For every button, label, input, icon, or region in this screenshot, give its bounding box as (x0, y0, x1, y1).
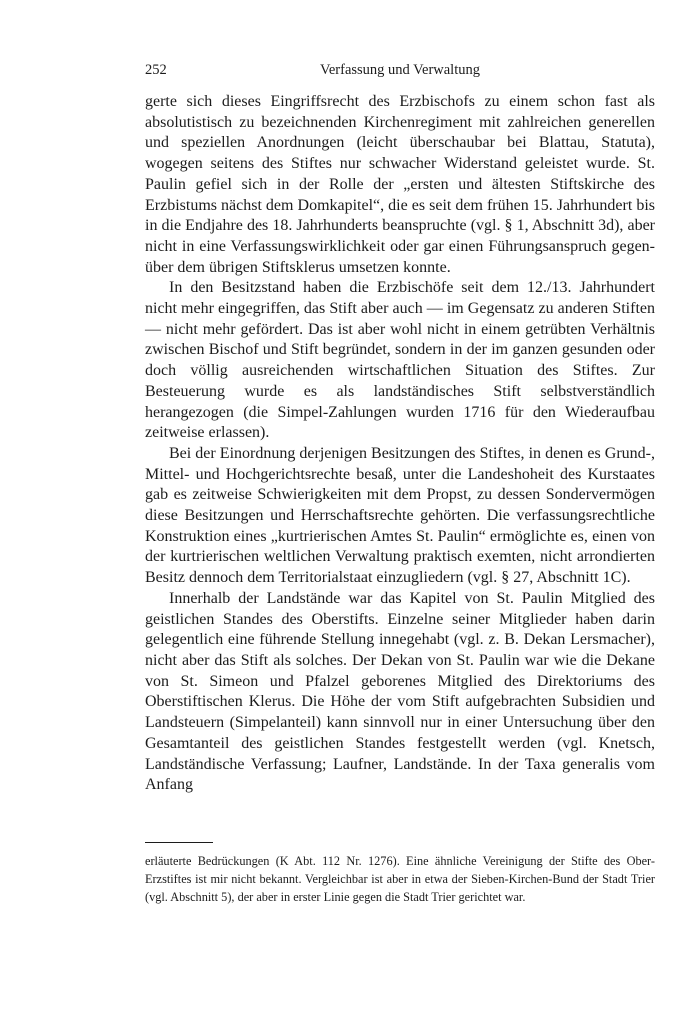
footnote-text: erläuterte Bedrückungen (K Abt. 112 Nr. 1276). Eine ähnliche Vereinigung der Stifte des Ober-Erzstiftes ist mir nicht bekannt. Vergleichbar ist aber in etwa der Sieben-Kirchen-Bund der Stadt Trier (vgl. Abschnitt 5), der aber in erster Linie gegen die Stadt Trier gerichtet war. (145, 854, 655, 905)
paragraph-1: gerte sich dieses Eingriffsrecht des Erzbischofs zu einem schon fast als absolutistisch zu bezeichnenden Kirchenregiment mit zahlreichen generellen und speziellen Anordnungen (leicht überschaubar bei Blattau, Statuta), wogegen seitens des Stiftes nur schwacher Widerstand geleistet wurde. St. Paulin gefiel sich in der Rolle der „ersten und ältesten Stiftskirche des Erzbistums nächst dem Domkapitel“, die es seit dem frühen 15. Jahrhundert bis in die Endjahre des 18. Jahrhunderts beanspruchte (vgl. § 1, Abschnitt 3d), aber nicht in eine Verfassungswirklichkeit oder gar einen Führungsanspruch gegenüber dem übrigen Stiftsklerus umsetzen konnte. (145, 93, 655, 276)
paragraph-2: In den Besitzstand haben die Erzbischöfe seit dem 12./13. Jahrhundert nicht mehr eingegriffen, das Stift aber auch — im Gegensatz zu anderen Stiften — nicht mehr gefördert. Das ist aber wohl nicht in einem getrübten Verhältnis zwischen Bischof und Stift begründet, sondern in der im ganzen gesunden oder doch völlig ausreichenden wirtschaftlichen Situation des Stiftes. Zur Besteuerung wurde es als landständisches Stift selbstverständlich herangezogen (die Simpel-Zahlungen wurden 1716 für den Wiederaufbau zeitweise erlassen). (145, 279, 655, 442)
page-number: 252 (145, 62, 167, 78)
page-header (145, 62, 655, 82)
footnotes (145, 852, 655, 906)
running-title: Verfassung und Verwaltung (319, 62, 480, 78)
paragraph-3: Bei der Einordnung derjenigen Besitzungen des Stiftes, in denen es Grund-, Mittel- und Hochgerichtsrechte besaß, unter die Landeshoheit des Kurstaates gab es zeitweise Schwierigkeiten mit dem Propst, zu dessen Sondervermögen diese Besitzungen und Herrschaftsrechte gehörten. Die verfassungsrechtliche Konstruktion eines „kurtrierischen Amtes St. Paulin“ ermöglichte es, einen von der kurtrierischen weltlichen Verwaltung praktisch exemten, nicht arrondierten Besitz dennoch dem Territorialstaat einzugliedern (vgl. § 27, Abschnitt 1C). (145, 444, 655, 587)
footnote-divider (145, 842, 213, 843)
main-text (145, 92, 655, 796)
paragraph-4: Innerhalb der Landstände war das Kapitel von St. Paulin Mitglied des geistlichen Standes des Oberstifts. Einzelne seiner Mitglieder haben darin gelegentlich eine führende Stellung innegehabt (vgl. z. B. Dekan Lersmacher), nicht aber das Stift als solches. Der Dekan von St. Paulin war wie die Dekane von St. Simeon und Pfalzel geborenes Mitglied des Direktoriums des Oberstiftischen Klerus. Die Höhe der vom Stift aufgebrachten Subsidien und Landsteuern (Simpelanteil) kann sinnvoll nur in einer Untersuchung über den Gesamtanteil des geistlichen Standes festgestellt werden (vgl. Knetsch, Landständische Verfassung; Laufner, Landstände. In der Taxa generalis vom Anfang (145, 589, 655, 794)
